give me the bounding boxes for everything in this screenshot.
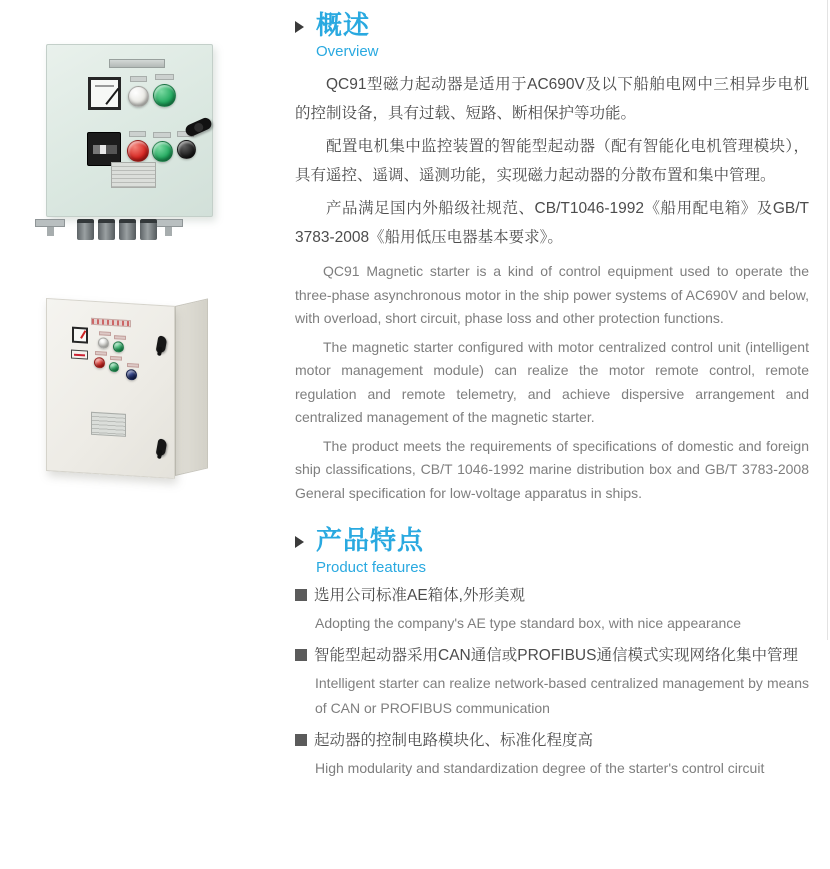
product-photos-column — [0, 0, 280, 520]
page-right-border — [827, 0, 828, 640]
feature-text-en: High modularity and standardization degree of the starter's control circuit — [315, 759, 765, 776]
overview-title-cn: 概述 — [316, 10, 371, 40]
square-bullet-icon — [295, 734, 307, 746]
rating-nameplate — [91, 412, 126, 437]
feature-text-en: Intelligent starter can realize network-based centralized management by means of CAN or PROFIBUS communication — [315, 674, 809, 716]
button-label-plate — [95, 351, 107, 356]
overview-paragraph-cn: 配置电机集中监控装置的智能型起动器（配有智能化电机管理模块），具有遥控、遥调、遥测功能，实现磁力起动器的分散布置和集中管理。 — [295, 138, 809, 185]
cable-gland — [98, 219, 115, 240]
button-label-plate — [129, 131, 146, 137]
button-label-plate — [153, 132, 171, 138]
feature-cn-label: 选用公司标准AE箱体,外形美观 — [314, 586, 525, 604]
feature-text-cn — [295, 582, 809, 609]
content-column — [295, 12, 809, 781]
ammeter-needle — [105, 88, 119, 105]
door-latch — [156, 438, 168, 457]
door-latch — [156, 335, 168, 354]
ammeter-needle — [80, 330, 86, 338]
breaker-toggle — [93, 145, 117, 154]
features-title-cn: 产品特点 — [316, 525, 425, 556]
mounting-foot — [35, 219, 65, 227]
button-label-plate — [99, 331, 111, 336]
button-label-plate — [127, 363, 139, 368]
feature-item — [295, 642, 809, 721]
product-photo-perspective-view — [40, 286, 230, 486]
overview-header — [295, 12, 809, 60]
overview-title-en: Overview — [316, 43, 379, 61]
rotary-switch-handle — [184, 116, 214, 138]
top-nameplate-strip — [91, 318, 131, 327]
button-label-plate — [130, 76, 147, 82]
green-run-button — [152, 141, 173, 162]
green-start-button — [153, 84, 176, 107]
ammeter-scale — [95, 85, 114, 87]
square-bullet-icon — [295, 649, 307, 661]
ammeter-icon — [88, 77, 121, 110]
green-run-button — [109, 362, 119, 373]
button-label-plate — [110, 356, 122, 361]
cabinet-front-face — [46, 298, 175, 479]
section-arrow-icon — [295, 21, 304, 33]
red-stop-button — [94, 357, 105, 369]
square-bullet-icon — [295, 589, 307, 601]
circuit-breaker — [87, 132, 121, 166]
warning-label-plate — [71, 350, 88, 360]
black-reset-button — [177, 140, 196, 159]
button-label-plate — [114, 335, 126, 340]
white-indicator-button — [128, 86, 149, 107]
cable-gland — [140, 219, 157, 240]
feature-cn-label: 起动器的控制电路模块化、标准化程度高 — [314, 731, 594, 749]
navy-reset-button — [126, 369, 137, 381]
ammeter-icon — [72, 327, 88, 344]
white-indicator-button — [98, 337, 109, 349]
features-header — [295, 527, 809, 575]
overview-section — [295, 12, 809, 505]
overview-paragraph-en: QC91 Magnetic starter is a kind of control equipment used to operate the three-phase asynchronous motor in the ship power systems of AC690V and below, with overload, short circuit, phase loss and other protection functions. — [295, 263, 809, 327]
features-title-en: Product features — [316, 558, 427, 576]
feature-item — [295, 582, 809, 636]
top-nameplate-strip — [109, 59, 165, 68]
cable-gland — [77, 219, 94, 240]
overview-paragraph-en: The magnetic starter configured with motor centralized control unit (intelligent motor management module) can realize the motor remote control, remote regulation and remote telemetry, and achieve dispersive arrangement and centralized management of the magnetic starter. — [295, 338, 809, 426]
feature-text-cn — [295, 642, 809, 669]
cabinet-side-face — [175, 298, 208, 476]
rating-nameplate — [111, 162, 156, 188]
features-section — [295, 527, 809, 780]
button-label-plate — [155, 74, 174, 80]
overview-paragraph-cn: QC91型磁力起动器是适用于AC690V及以下船舶电网中三相异步电机的控制设备，具有过载、短路、断相保护等功能。 — [295, 76, 809, 123]
overview-paragraph-en: The product meets the requirements of specifications of domestic and foreign ship classifications, CB/T 1046-1992 marine distribution box and GB/T 3783-2008 General specification for low-voltage apparatus in ships. — [295, 437, 809, 501]
feature-text-en: Adopting the company's AE type standard box, with nice appearance — [315, 614, 742, 631]
green-start-button — [113, 341, 124, 353]
product-photo-front-view — [46, 44, 213, 217]
feature-cn-label: 智能型起动器采用CAN通信或PROFIBUS通信模式实现网络化集中管理 — [314, 646, 798, 664]
feature-item — [295, 727, 809, 781]
red-stop-button — [127, 140, 149, 162]
overview-paragraph-cn: 产品满足国内外船级社规范、CB/T1046-1992《船用配电箱》及GB/T 3783-2008《船用低压电器基本要求》。 — [295, 200, 809, 247]
mounting-foot — [153, 219, 183, 227]
feature-text-cn — [295, 727, 809, 754]
section-arrow-icon — [295, 536, 304, 548]
cable-gland — [119, 219, 136, 240]
